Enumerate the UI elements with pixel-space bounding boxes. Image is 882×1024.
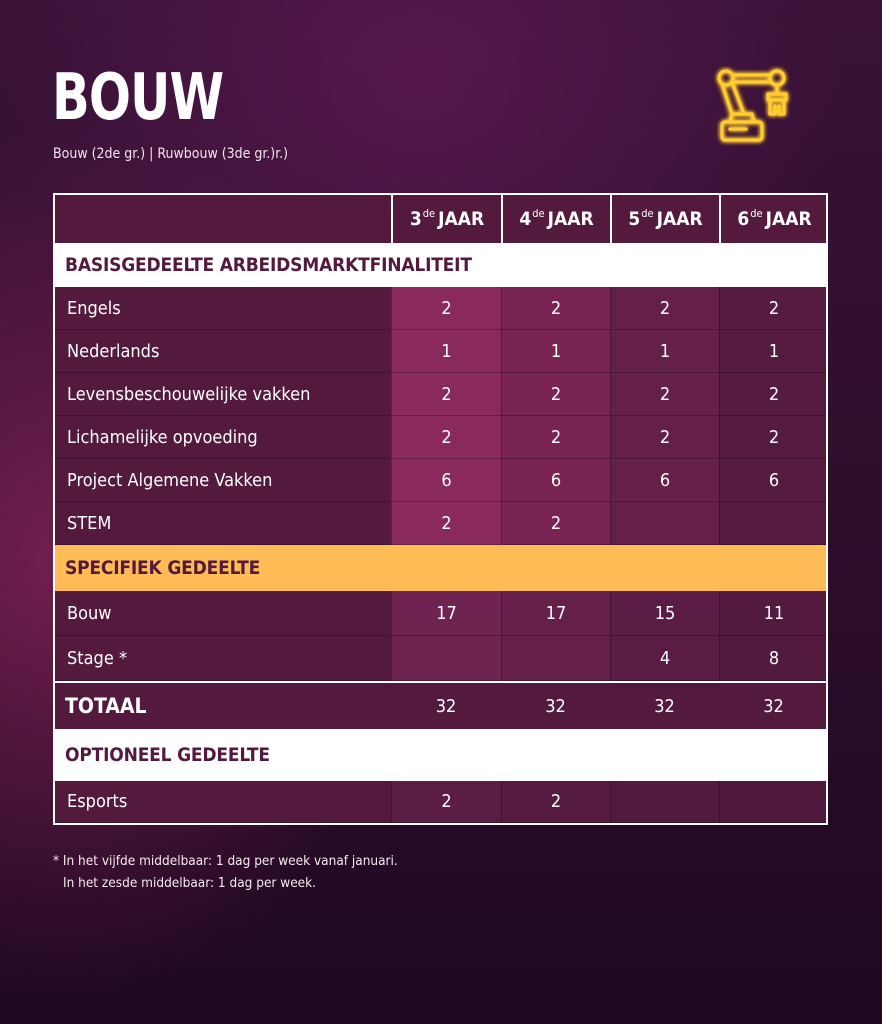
row-label: STEM [55, 502, 391, 545]
header-empty-cell [55, 195, 391, 243]
header-year-3: 3 $^{de}$ JAAR [391, 195, 501, 243]
footnote-line-1: * In het vijfde middelbaar: 1 dag per week vanaf januari. [53, 853, 398, 869]
section-basis: BASISGEDEELTE ARBEIDSMARKTFINALITEIT [55, 243, 826, 287]
header-year-6: 6 $^{de}$ JAAR [719, 195, 828, 243]
totaal-year-4: 32 [545, 695, 566, 717]
totaal-row [55, 681, 826, 729]
row-label: Engels [55, 287, 391, 330]
hours-cell [719, 781, 828, 823]
hours-cell: 6 [391, 459, 501, 502]
header-year-5: 5 $^{de}$ JAAR [610, 195, 719, 243]
hours-cell: 2 [719, 416, 828, 459]
hours-cell: 2 [610, 373, 719, 416]
table-row [55, 287, 826, 330]
hours-cell: 1 [501, 330, 610, 373]
hours-cell: 2 [501, 287, 610, 330]
hours-cell: 1 [610, 330, 719, 373]
totaal-year-5: 32 [654, 695, 675, 717]
hours-cell: 17 [391, 591, 501, 636]
hours-cell: 2 [391, 781, 501, 823]
hours-cell: 15 [610, 591, 719, 636]
table-row [55, 373, 826, 416]
hours-cell [719, 502, 828, 545]
row-label: Bouw [55, 591, 391, 636]
hours-cell: 2 [501, 373, 610, 416]
hours-cell: 1 [719, 330, 828, 373]
hours-cell: 11 [719, 591, 828, 636]
table-header-row [55, 195, 826, 243]
hours-cell [501, 636, 610, 681]
robot-arm-icon [710, 66, 796, 146]
row-label: Levensbeschouwelijke vakken [55, 373, 391, 416]
page-subtitle: Bouw (2de gr.) | Ruwbouw (3de gr.)r.) [53, 146, 289, 162]
hours-cell [391, 636, 501, 681]
hours-cell: 2 [610, 416, 719, 459]
row-label: Project Algemene Vakken [55, 459, 391, 502]
row-label: Stage * [55, 636, 391, 681]
hours-cell: 17 [501, 591, 610, 636]
table-row [55, 330, 826, 373]
hours-cell: 2 [391, 373, 501, 416]
row-label: Lichamelijke opvoeding [55, 416, 391, 459]
hours-cell: 2 [719, 287, 828, 330]
hours-cell: 2 [501, 781, 610, 823]
hours-cell [610, 781, 719, 823]
row-label: Nederlands [55, 330, 391, 373]
hours-cell: 1 [391, 330, 501, 373]
hours-cell: 6 [610, 459, 719, 502]
table-row [55, 502, 826, 545]
hours-cell: 2 [391, 502, 501, 545]
table-row [55, 459, 826, 502]
table-row [55, 636, 826, 681]
footnote [53, 850, 398, 894]
hours-cell: 6 [501, 459, 610, 502]
header-year-4: 4 $^{de}$ JAAR [501, 195, 610, 243]
hours-cell: 4 [610, 636, 719, 681]
hours-cell [610, 502, 719, 545]
table-row [55, 781, 826, 823]
curriculum-table [53, 193, 828, 825]
hours-cell: 2 [391, 416, 501, 459]
totaal-label: TOTAAL [55, 683, 391, 729]
page-title: BOUW [52, 61, 224, 135]
section-optioneel: OPTIONEEL GEDEELTE [55, 729, 826, 781]
hours-cell: 2 [501, 416, 610, 459]
hours-cell: 2 [610, 287, 719, 330]
footnote-line-2: In het zesde middelbaar: 1 dag per week. [63, 875, 317, 891]
hours-cell: 2 [501, 502, 610, 545]
totaal-year-6: 32 [763, 695, 784, 717]
hours-cell: 8 [719, 636, 828, 681]
hours-cell: 2 [391, 287, 501, 330]
totaal-year-3: 32 [435, 695, 457, 717]
section-specifiek: SPECIFIEK GEDEELTE [55, 545, 826, 591]
table-row [55, 416, 826, 459]
hours-cell: 2 [719, 373, 828, 416]
hours-cell: 6 [719, 459, 828, 502]
table-row [55, 591, 826, 636]
row-label: Esports [55, 781, 391, 823]
